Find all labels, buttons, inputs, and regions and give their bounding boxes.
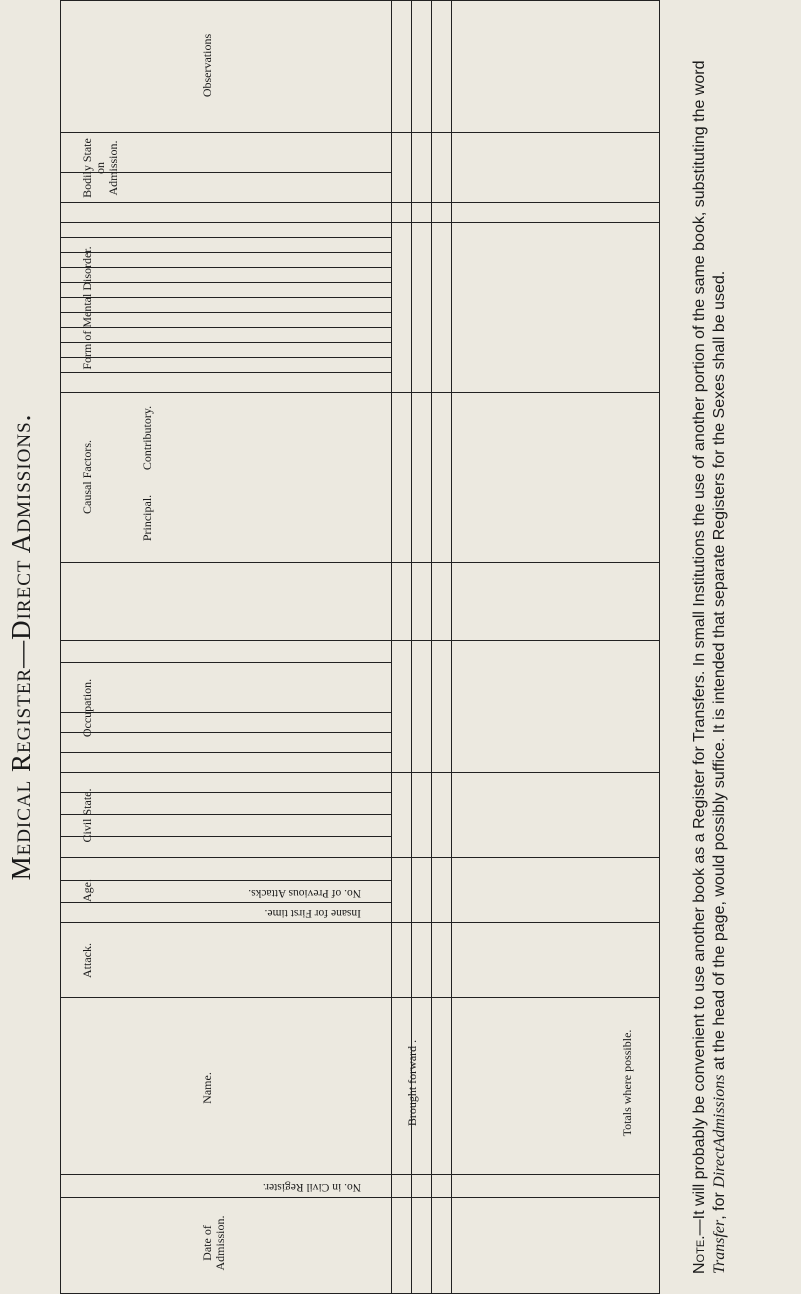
sub-rule xyxy=(61,327,391,328)
page-title: Medical Register—Direct Admissions. xyxy=(6,413,36,881)
column-rule xyxy=(61,1197,659,1198)
age-header: Age. xyxy=(80,879,94,902)
principal-header: Principal. xyxy=(140,494,154,542)
sub-rule xyxy=(61,752,391,753)
totals-label: Totals where possible. xyxy=(620,1029,634,1137)
attack-header: Attack. xyxy=(80,943,94,978)
sub-rule xyxy=(61,267,391,268)
civil-state-header: Civil State. xyxy=(80,788,94,843)
sub-rule xyxy=(61,252,391,253)
occupation-header: Occupation. xyxy=(80,678,94,738)
column-rule xyxy=(61,202,659,203)
sub-rule xyxy=(61,836,391,837)
causal-factors-header: Causal Factors. xyxy=(80,440,94,514)
civil-register-number-header: No. in Civil Register. xyxy=(262,1181,361,1193)
sub-rule xyxy=(61,312,391,313)
note-text-1: —It will probably be convenient to use another book as a Register for Transfers. In small Institutions the use of another portion of the same book, substituting the word xyxy=(691,60,708,1236)
sub-rule xyxy=(61,297,391,298)
column-rule xyxy=(61,132,659,133)
sub-rule xyxy=(61,237,391,238)
header-rule xyxy=(391,0,392,1293)
note-transfer: Transfer xyxy=(711,1219,728,1274)
column-rule xyxy=(61,1174,659,1175)
column-rule xyxy=(61,222,659,223)
form-of-mental-disorder-header: Form of Mental Disorder. xyxy=(80,246,94,370)
column-rule xyxy=(61,772,659,773)
footnote xyxy=(690,14,730,1274)
sub-rule xyxy=(61,902,391,903)
column-rule xyxy=(61,857,659,858)
brought-forward-label: Brought forward . xyxy=(405,1039,419,1127)
column-rule xyxy=(61,392,659,393)
sub-rule xyxy=(61,282,391,283)
row-rule xyxy=(451,0,452,1293)
note-lead: Note. xyxy=(691,1235,708,1274)
sub-rule xyxy=(61,342,391,343)
column-rule xyxy=(61,922,659,923)
attack-first-time: Insane for First time. xyxy=(264,907,361,919)
sub-rule xyxy=(61,880,391,881)
observations-header: Observations xyxy=(200,33,214,98)
sub-rule xyxy=(61,357,391,358)
register-table xyxy=(60,0,660,1294)
sub-rule xyxy=(61,372,391,373)
note-text-2: , for xyxy=(711,1187,728,1220)
name-header: Name. xyxy=(200,1072,214,1104)
contributory-header: Contributory. xyxy=(140,405,154,471)
sub-rule xyxy=(61,792,391,793)
column-rule xyxy=(61,997,659,998)
column-rule xyxy=(61,640,659,641)
sub-rule xyxy=(61,732,391,733)
sub-rule xyxy=(61,814,391,815)
note-text-3: at the head of the page, would possibly suffice. It is intended that separate Registers for the Sexes shall be used. xyxy=(711,270,728,1075)
attack-previous: No. of Previous Attacks. xyxy=(248,887,361,899)
sub-rule xyxy=(61,662,391,663)
date-of-admission-header: Date of Admission. xyxy=(200,1215,227,1271)
column-rule xyxy=(61,562,659,563)
note-direct: DirectAdmissions xyxy=(711,1074,728,1188)
bodily-state-header: Bodily State on Admission. xyxy=(80,138,120,198)
sub-rule xyxy=(61,712,391,713)
row-rule xyxy=(431,0,432,1293)
